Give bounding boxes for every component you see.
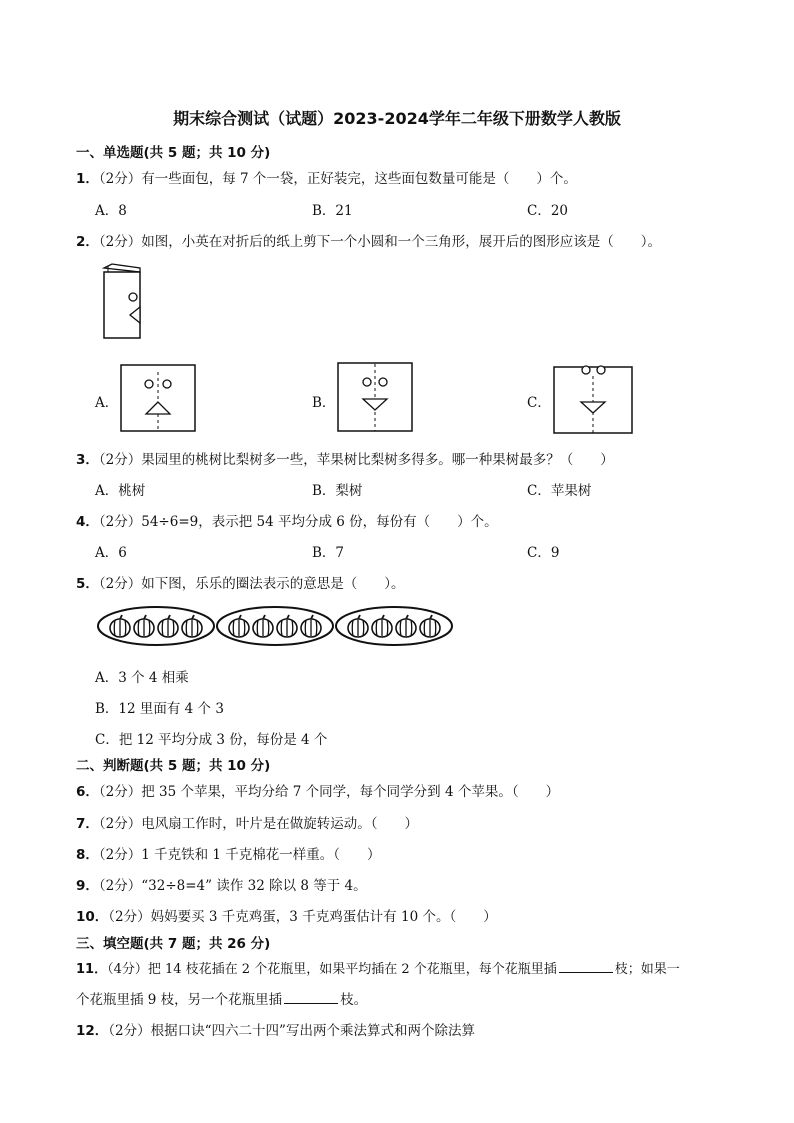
q1-option-a: A．8	[95, 203, 127, 219]
question-number: 7．	[76, 816, 99, 832]
pumpkin-icon	[253, 615, 273, 637]
question-text: （2分）1 千克铁和 1 千克棉花一样重。（ ）	[98, 847, 381, 863]
q1-option-c: C．20	[527, 203, 569, 219]
page-title: 期末综合测试（试题）2023-2024学年二年级下册数学人教版	[173, 109, 621, 128]
question-number: 8．	[76, 847, 99, 863]
q5-option-c: C．把 12 平均分成 3 份，每份是 4 个	[95, 732, 328, 748]
pumpkin-icon	[182, 615, 202, 637]
question-text: （2分）有一些面包，每 7 个一袋，正好装完，这些面包数量可能是（ ）个。	[98, 171, 577, 187]
question-text: （2分）妈妈要买 3 千克鸡蛋，3 千克鸡蛋估计有 10 个。（ ）	[108, 909, 497, 925]
question-text: （2分）根据口诀“四六二十四”写出两个乘法算式和两个除法算	[108, 1023, 475, 1039]
pumpkin-icon	[229, 615, 249, 637]
q2-option-c: C．	[527, 395, 551, 411]
question-text: （2分）果园里的桃树比梨树多一些，苹果树比梨树多得多。哪一种果树最多？（ ）	[98, 452, 614, 468]
question-number: 9．	[76, 878, 99, 894]
question-text: （2分）电风扇工作时，叶片是在做旋转运动。（ ）	[98, 816, 418, 832]
question-2	[76, 230, 661, 250]
pumpkin-icon	[134, 615, 154, 637]
pumpkin-icon	[158, 615, 178, 637]
question-number: 1．	[76, 171, 99, 187]
question-number: 3．	[76, 452, 99, 468]
q4-option-b: B．7	[312, 545, 345, 561]
q2-option-a: A．	[95, 395, 119, 411]
question-8	[76, 843, 381, 863]
pumpkin-groups-figure	[98, 604, 452, 648]
q3-option-b: B．梨树	[312, 483, 363, 499]
question-12	[76, 1019, 475, 1039]
question-number: 4．	[76, 514, 99, 530]
section-heading-single-choice: 一、单选题(共 5 题；共 10 分)	[76, 145, 271, 161]
question-number: 5．	[76, 576, 99, 592]
question-number: 12．	[76, 1023, 109, 1039]
question-11-line-2	[76, 988, 367, 1008]
answer-blank[interactable]	[559, 960, 613, 973]
question-3	[76, 448, 614, 468]
question-1	[76, 167, 577, 187]
section-heading-fill-in: 三、填空题(共 7 题；共 26 分)	[76, 936, 271, 952]
question-text: 枝；如果一	[614, 962, 680, 977]
question-text: （2分）如下图，乐乐的圈法表示的意思是（ ）。	[98, 576, 405, 592]
q1-option-b: B．21	[312, 203, 353, 219]
question-text: （4分）把 14 枝花插在 2 个花瓶里，如果平均插在 2 个花瓶里，每个花瓶里插	[107, 962, 557, 977]
answer-blank[interactable]	[284, 991, 338, 1004]
q2-option-b-figure	[337, 362, 413, 434]
pumpkin-icon	[396, 615, 416, 637]
question-10	[76, 905, 497, 925]
q4-option-c: C．9	[527, 545, 560, 561]
question-text: 个花瓶里插 9 枝，另一个花瓶里插	[76, 992, 283, 1008]
q2-option-c-figure	[553, 364, 633, 436]
q5-option-a: A．3 个 4 相乘	[95, 670, 189, 686]
q5-option-b: B．12 里面有 4 个 3	[95, 701, 224, 717]
question-7	[76, 812, 418, 832]
question-6	[76, 780, 559, 800]
pumpkin-icon	[420, 615, 440, 637]
q3-option-a: A．桃树	[95, 483, 146, 499]
pumpkin-icon	[301, 615, 321, 637]
pumpkin-icon	[372, 615, 392, 637]
question-text: （2分）54÷6=9，表示把 54 平均分成 6 份，每份有（ ）个。	[98, 514, 498, 530]
pumpkin-icon	[348, 615, 368, 637]
question-number: 6．	[76, 784, 99, 800]
question-9	[76, 874, 367, 894]
question-number: 11．	[76, 962, 108, 977]
question-text: （2分）把 35 个苹果，平均分给 7 个同学，每个同学分到 4 个苹果。（ ）	[98, 784, 560, 800]
question-number: 2．	[76, 234, 99, 250]
q3-option-c: C．苹果树	[527, 483, 592, 499]
folded-paper-figure	[100, 262, 150, 342]
question-4	[76, 510, 498, 530]
q4-option-a: A．6	[95, 545, 127, 561]
question-text: （2分）“32÷8=4” 读作 32 除以 8 等于 4。	[98, 878, 367, 894]
section-heading-true-false: 二、判断题(共 5 题；共 10 分)	[76, 758, 271, 774]
question-5	[76, 572, 405, 592]
question-text: 枝。	[340, 992, 368, 1008]
pumpkin-icon	[110, 615, 130, 637]
pumpkin-icon	[277, 615, 297, 637]
q2-option-a-figure	[120, 364, 196, 434]
question-number: 10．	[76, 909, 109, 925]
question-text: （2分）如图，小英在对折后的纸上剪下一个小圆和一个三角形，展开后的图形应该是（ ）。	[98, 234, 661, 250]
q2-option-b: B．	[312, 395, 336, 411]
question-11	[76, 958, 680, 977]
